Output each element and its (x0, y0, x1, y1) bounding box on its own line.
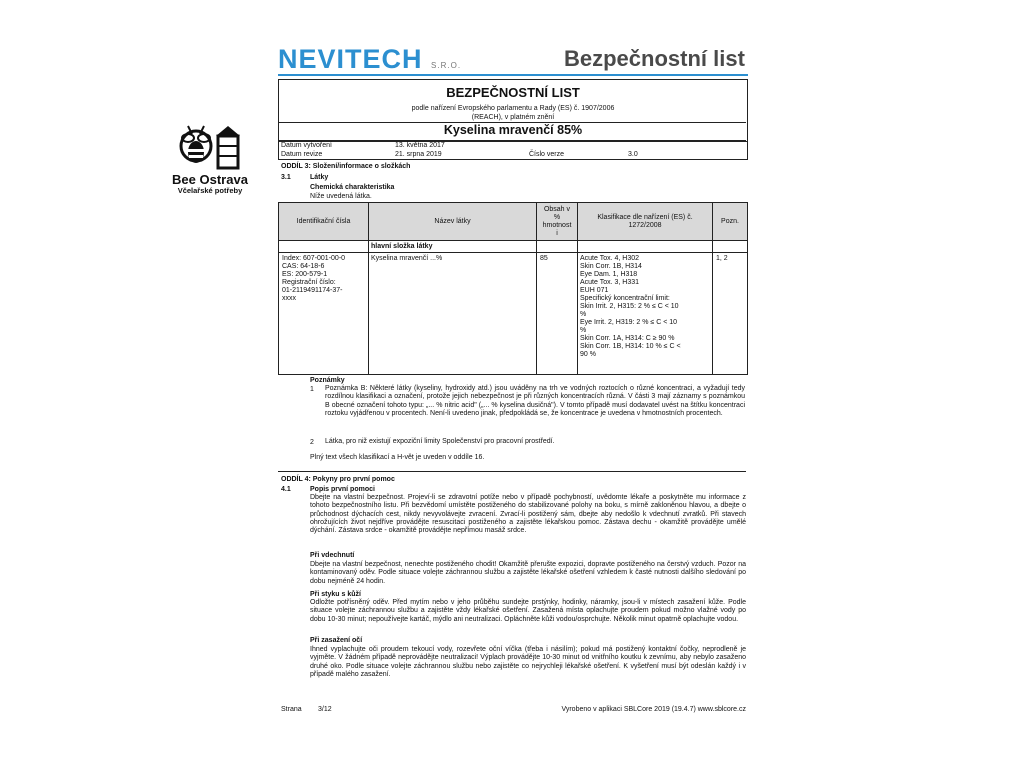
generator-credit: Vyrobeno v aplikaci SBLCore 2019 (19.4.7) www.sblcore.cz (561, 706, 746, 713)
revised-value: 21. srpna 2019 (395, 151, 442, 158)
eye-contact-heading: Při zasažení očí (310, 637, 363, 644)
document-type-title: Bezpečnostní list (564, 46, 745, 71)
identifier-cell: Index: 607-001-00-0 CAS: 64-18-6 ES: 200-579-1 Registrační číslo: 01-2119491174-37- xxxx (282, 255, 346, 302)
created-label: Datum vytvoření (281, 142, 332, 149)
revised-label: Datum revize (281, 151, 323, 158)
section-4-1-title: Popis první pomoci (310, 486, 375, 493)
created-value: 13. května 2017 (395, 142, 445, 149)
group-label: hlavní složka látky (371, 243, 433, 250)
inhalation-text: Dbejte na vlastní bezpečnost, nenechte postiženého chodit! Okamžitě přerušte expozici, dopravte postiženého na čerstvý vzduch. Pozor na kontaminovaný oděv. Podle situace volejte záchrannou službu a zajistěte lékařské ošetření vzhledem k časté nutnosti dalšího sledování po dobu nejméně 24 hodin. (310, 561, 746, 585)
header-substance-name: Název látky (434, 217, 471, 225)
section-4-1-number: 4.1 (281, 486, 291, 493)
header-content: Obsah v % hmotnost i (542, 205, 572, 237)
skin-contact-heading: Při styku s kůží (310, 591, 361, 598)
classification-cell: Acute Tox. 4, H302 Skin Corr. 1B, H314 Eye Dam. 1, H318 Acute Tox. 3, H331 EUH 071 Specifický koncentrační limit: Skin Irrit. 2, H315: 2 % ≤ C < 10 % Eye Irrit. 2, H319: 2 % ≤ C < 10 % Skin Corr. 1A, H314: C ≥ 90 % Skin Corr. 1B, H314: 10 % ≤ C < 90 % (580, 255, 681, 358)
section-3-1-title: Látky (310, 174, 329, 181)
header-classification: Klasifikace dle nařízení (ES) č. 1272/2008 (597, 213, 693, 229)
page-label: Strana (281, 706, 302, 713)
bee-logo-icon (176, 122, 242, 172)
eye-contact-text: Ihned vyplachujte oči proudem tekoucí vody, rozevřete oční víčka (třeba i násilím); pokud má postižený kontaktní čočky, neprodleně je vyjměte. V žádném případě neprovádějte neutralizaci! Výplach provádějte 10-30 minut od vnitřního koutku k zevnímu, aby nebylo zasaženo druhé oko. Podle situace volejte záchrannou službu nebo zajistěte co nejrychleji lékařské ošetření. K vyšetření musí být odeslán každý i v případě malého zasažení. (310, 646, 746, 678)
substance-name: Kyselina mravenčí 85% (443, 123, 583, 137)
chemical-characteristic-text: Níže uvedená látka. (310, 193, 372, 200)
first-aid-general-text: Dbejte na vlastní bezpečnost. Projeví-li se zdravotní potíže nebo v případě pochybností, uvědomte lékaře a poskytněte mu informace z tohoto bezpečnostního listu. Při bezvědomí umístěte postiženého do stabilizované polohy na boku, s mírně zakloněnou hlavou, a dbejte o průchodnost dýchacích cest, nikdy nevyvolávejte zvracení. Zvrací-li postižený sám, dbejte aby nedošlo k vdechnutí zvratků. Při stavech ohrožujících život nejdříve provádějte resuscitaci postiženého a zajistěte lékařskou pomoc. Zástava dechu - okamžitě provádějte umělé dýchání. Zástava srdce - okamžitě provádějte nepřímou masáž srdce. (310, 494, 746, 535)
substance-name-cell: Kyselina mravenčí ...% (371, 255, 443, 262)
note-2-text: Látka, pro niž existují expoziční limity Společenství pro pracovní prostředí. (325, 438, 555, 445)
bee-logo-tagline: Včelařské potřeby (177, 186, 243, 195)
full-text-reference: Plný text všech klasifikací a H-vět je uveden v oddíle 16. (310, 454, 485, 461)
section-4-heading: ODDÍL 4: Pokyny pro první pomoc (281, 476, 395, 483)
section-divider (278, 471, 746, 472)
note-1-text: Poznámka B: Některé látky (kyseliny, hydroxidy atd.) jsou uváděny na trh ve vodných roztocích o různé koncentraci, a vyžadují tedy rozdílnou klasifikaci a označení, protože jejich nebezpečnost je při různých koncentracích různá. V části 3 mají záznamy s poznámkou B obecné označení tohoto typu: „... % nitric acid" („... % kyselina dusičná"). V tomto případě musí dodavatel uvést na štítku koncentraci roztoku vyjádřenou v procentech. Není-li uvedeno jinak, předpokládá se, že koncentrace je uvedena v hmotnostních procentech. (325, 385, 745, 417)
version-label: Číslo verze (529, 151, 565, 158)
composition-table (278, 202, 748, 375)
content-cell: 85 (540, 255, 548, 262)
section-3-heading: ODDÍL 3: Složení/informace o složkách (281, 163, 411, 170)
version-value: 3.0 (628, 151, 638, 158)
notes-title: Poznámky (310, 377, 345, 384)
header-identifiers: Identifikační čísla (296, 217, 351, 225)
sds-title: BEZPEČNOSTNÍ LIST (446, 85, 580, 100)
note-cell: 1, 2 (716, 255, 728, 262)
nevitech-logo: NEVITECH S.R.O. (278, 44, 462, 74)
section-3-1-number: 3.1 (281, 174, 291, 181)
header-divider (278, 74, 748, 76)
info-box (278, 140, 748, 160)
header-note: Pozn. (721, 217, 739, 225)
regulation-text: podle nařízení Evropského parlamentu a Rady (ES) č. 1907/2006 (REACH), v platném znění (411, 105, 615, 121)
note-1-number: 1 (310, 386, 314, 393)
inhalation-heading: Při vdechnutí (310, 552, 355, 559)
skin-contact-text: Odložte potřísněný oděv. Před mytím nebo v jeho průběhu sundejte prstýnky, hodinky, náramky, jsou-li v místech zasažení kůže. Podle situace volejte záchrannou službu a zajistěte vždy lékařské ošetření. Zasažená místa oplachujte proudem pokud možno vlažné vody po dobu 10-30 minut; nepoužívejte kartáč, mýdlo ani neutralizaci. Opláchněte kůži vodou/osprchujte. Několik minut opatrně oplachujte vodou. (310, 599, 746, 623)
chemical-characteristic-heading: Chemická charakteristika (310, 184, 395, 191)
page-number: 3/12 (318, 706, 332, 713)
bee-logo-name: Bee Ostrava (172, 172, 248, 187)
note-2-number: 2 (310, 439, 314, 446)
